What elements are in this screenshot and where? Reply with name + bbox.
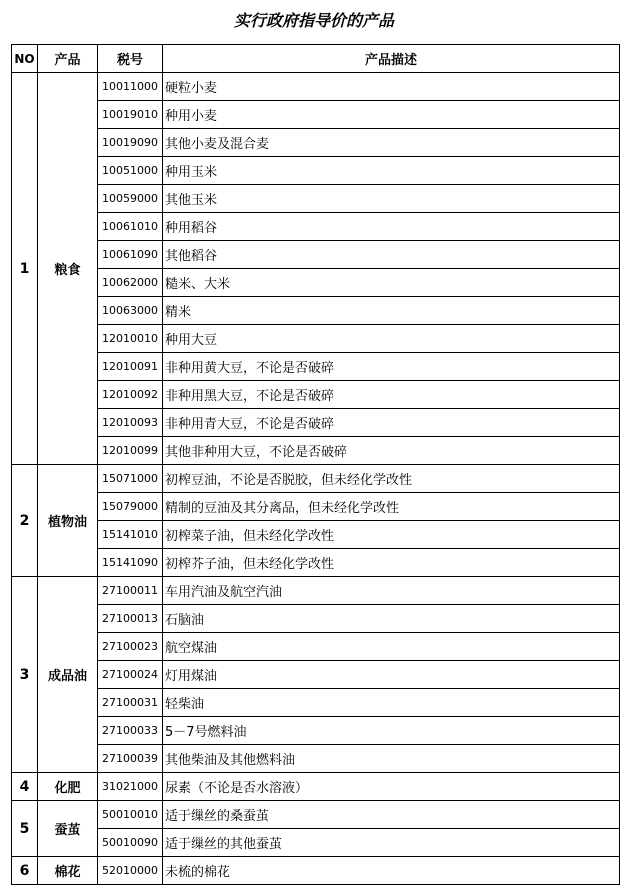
- table-row: [12, 73, 620, 101]
- product-description: 精米: [163, 297, 620, 325]
- table-row: [12, 213, 620, 241]
- tariff-code: 10019010: [98, 101, 163, 129]
- tariff-code: 31021000: [98, 773, 163, 801]
- table-row: [12, 661, 620, 689]
- tariff-code: 10062000: [98, 269, 163, 297]
- product-description: 其他柴油及其他燃料油: [163, 745, 620, 773]
- table-row: [12, 241, 620, 269]
- table-row: [12, 465, 620, 493]
- tariff-code: 12010093: [98, 409, 163, 437]
- price-guidance-table: [11, 44, 620, 885]
- group-number: 4: [12, 773, 38, 801]
- header-product: 产品: [38, 45, 98, 73]
- tariff-code: 27100013: [98, 605, 163, 633]
- product-description: 其他小麦及混合麦: [163, 129, 620, 157]
- tariff-code: 12010091: [98, 353, 163, 381]
- tariff-code: 52010000: [98, 857, 163, 885]
- group-category: 成品油: [38, 577, 98, 773]
- table-row: [12, 773, 620, 801]
- product-description: 车用汽油及航空汽油: [163, 577, 620, 605]
- table-row: [12, 381, 620, 409]
- table-row: [12, 129, 620, 157]
- tariff-code: 27100023: [98, 633, 163, 661]
- tariff-code: 27100011: [98, 577, 163, 605]
- table-row: [12, 801, 620, 829]
- product-description: 其他玉米: [163, 185, 620, 213]
- table-row: [12, 717, 620, 745]
- table-row: [12, 297, 620, 325]
- table-row: [12, 437, 620, 465]
- tariff-code: 50010090: [98, 829, 163, 857]
- tariff-code: 10061090: [98, 241, 163, 269]
- product-description: 5－7号燃料油: [163, 717, 620, 745]
- group-number: 3: [12, 577, 38, 773]
- table-row: [12, 605, 620, 633]
- product-description: 石脑油: [163, 605, 620, 633]
- product-description: 种用小麦: [163, 101, 620, 129]
- product-description: 初榨芥子油，但未经化学改性: [163, 549, 620, 577]
- group-category: 化肥: [38, 773, 98, 801]
- product-description: 适于缫丝的其他蚕茧: [163, 829, 620, 857]
- table-row: [12, 633, 620, 661]
- product-description: 种用稻谷: [163, 213, 620, 241]
- product-description: 其他非种用大豆，不论是否破碎: [163, 437, 620, 465]
- product-description: 轻柴油: [163, 689, 620, 717]
- group-category: 粮食: [38, 73, 98, 465]
- table-body: [12, 73, 620, 885]
- table-row: [12, 185, 620, 213]
- table-row: [12, 745, 620, 773]
- product-description: 初榨豆油，不论是否脱胶，但未经化学改性: [163, 465, 620, 493]
- header-code: 税号: [98, 45, 163, 73]
- product-description: 未梳的棉花: [163, 857, 620, 885]
- group-number: 6: [12, 857, 38, 885]
- product-description: 糙米、大米: [163, 269, 620, 297]
- table-row: [12, 829, 620, 857]
- table-row: [12, 325, 620, 353]
- product-description: 其他稻谷: [163, 241, 620, 269]
- product-description: 灯用煤油: [163, 661, 620, 689]
- tariff-code: 15141090: [98, 549, 163, 577]
- product-description: 种用玉米: [163, 157, 620, 185]
- tariff-code: 10019090: [98, 129, 163, 157]
- table-row: [12, 549, 620, 577]
- table-row: [12, 269, 620, 297]
- table-row: [12, 493, 620, 521]
- product-description: 种用大豆: [163, 325, 620, 353]
- tariff-code: 15141010: [98, 521, 163, 549]
- tariff-code: 27100039: [98, 745, 163, 773]
- tariff-code: 50010010: [98, 801, 163, 829]
- product-description: 适于缫丝的桑蚕茧: [163, 801, 620, 829]
- header-no: NO: [12, 45, 38, 73]
- tariff-code: 10059000: [98, 185, 163, 213]
- group-category: 蚕茧: [38, 801, 98, 857]
- product-description: 尿素（不论是否水溶液）: [163, 773, 620, 801]
- tariff-code: 10063000: [98, 297, 163, 325]
- group-number: 1: [12, 73, 38, 465]
- tariff-code: 15071000: [98, 465, 163, 493]
- tariff-code: 27100024: [98, 661, 163, 689]
- header-description: 产品描述: [163, 45, 620, 73]
- table-header-row: [12, 45, 620, 73]
- table-row: [12, 521, 620, 549]
- tariff-code: 10051000: [98, 157, 163, 185]
- table-row: [12, 857, 620, 885]
- tariff-code: 12010092: [98, 381, 163, 409]
- tariff-code: 12010010: [98, 325, 163, 353]
- group-number: 2: [12, 465, 38, 577]
- tariff-code: 10061010: [98, 213, 163, 241]
- table-row: [12, 689, 620, 717]
- document-title: 实行政府指导价的产品: [233, 11, 394, 30]
- table-row: [12, 157, 620, 185]
- product-description: 非种用青大豆，不论是否破碎: [163, 409, 620, 437]
- table-row: [12, 101, 620, 129]
- table-row: [12, 577, 620, 605]
- product-description: 航空煤油: [163, 633, 620, 661]
- table-row: [12, 409, 620, 437]
- tariff-code: 15079000: [98, 493, 163, 521]
- tariff-code: 10011000: [98, 73, 163, 101]
- group-number: 5: [12, 801, 38, 857]
- tariff-code: 12010099: [98, 437, 163, 465]
- product-description: 初榨菜子油，但未经化学改性: [163, 521, 620, 549]
- tariff-code: 27100033: [98, 717, 163, 745]
- product-description: 精制的豆油及其分离品，但未经化学改性: [163, 493, 620, 521]
- tariff-code: 27100031: [98, 689, 163, 717]
- group-category: 植物油: [38, 465, 98, 577]
- table-row: [12, 353, 620, 381]
- group-category: 棉花: [38, 857, 98, 885]
- product-description: 非种用黑大豆，不论是否破碎: [163, 381, 620, 409]
- product-description: 硬粒小麦: [163, 73, 620, 101]
- product-description: 非种用黄大豆，不论是否破碎: [163, 353, 620, 381]
